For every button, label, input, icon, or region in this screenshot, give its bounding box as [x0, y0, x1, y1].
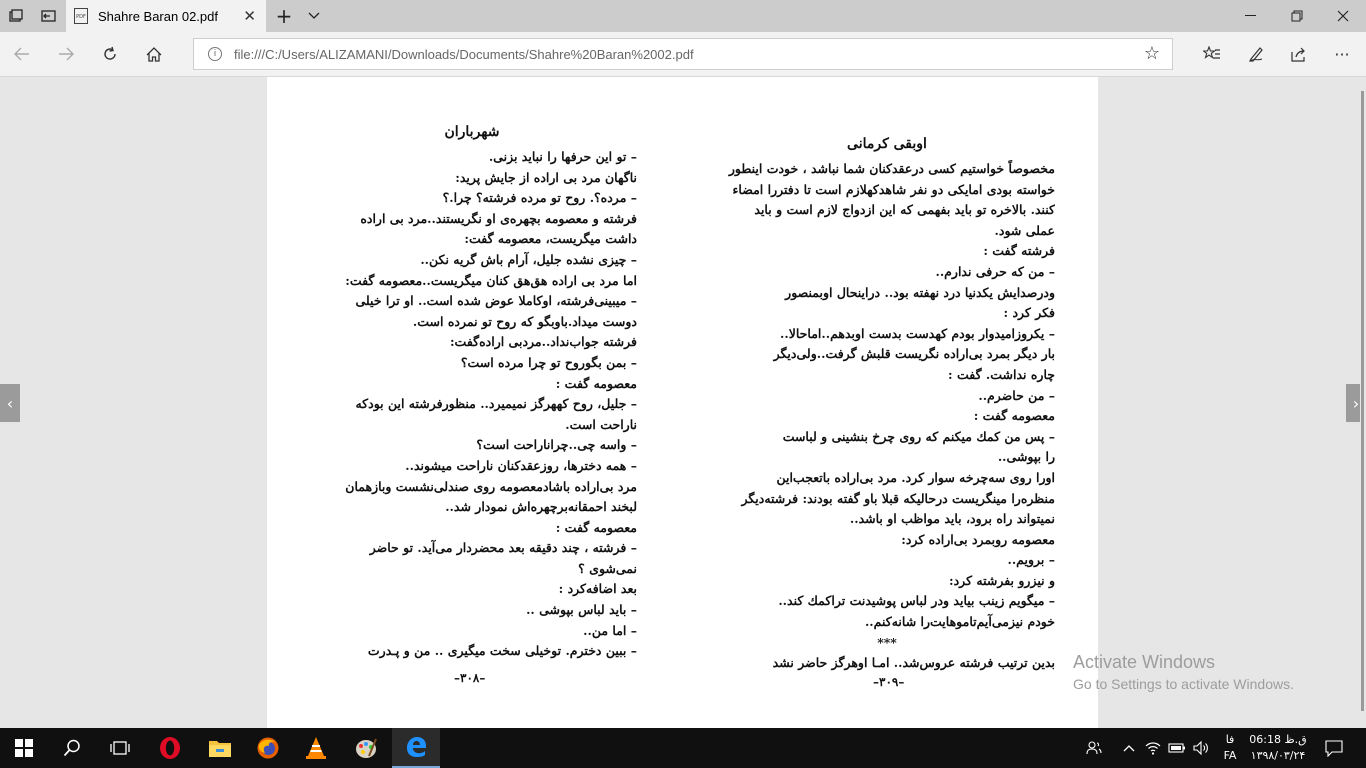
set-tabs-aside-icon[interactable] — [34, 0, 64, 32]
left-page-text-line: – همه دخترها، روزعقدکنان ناراحت میشوند.. — [405, 457, 637, 473]
left-page-text-line: لبخند احمقانه‌برچهره‌اش نمودار شد.. — [445, 499, 637, 515]
left-page-text-line: ناراحت است. — [565, 416, 637, 432]
web-note-pen-icon[interactable] — [1236, 32, 1276, 76]
right-page-text-line: نمیتواند راه برود، باید مواظب او باشد.. — [849, 511, 1055, 527]
edge-icon[interactable] — [392, 728, 440, 768]
show-hidden-icons-chevron-icon[interactable] — [1118, 728, 1140, 768]
left-page-text-line: بعد اضافه‌کرد : — [558, 581, 637, 597]
chevron-down-icon[interactable] — [300, 0, 328, 32]
left-page-heading: شهرباران — [444, 124, 500, 140]
left-page-text-line: نمی‌شوی ؟ — [578, 560, 637, 576]
left-page-text-line: – بمن بگوروح تو چرا مرده است؟ — [460, 354, 637, 370]
right-page-text-line: *** — [877, 634, 897, 650]
forward-arrow-icon[interactable] — [46, 32, 86, 76]
right-page-text-line: – میگویم زینب بیاید ودر لباس پوشیدنت تراکمك کند.. — [778, 593, 1055, 609]
new-tab-icon[interactable]: + — [275, 4, 293, 28]
left-page-text-line: اما مرد بی اراده هق‌هق کنان میگریست..معصومه گفت: — [345, 272, 637, 288]
home-icon[interactable] — [134, 32, 174, 76]
right-page-text-line: فکر کرد : — [1003, 305, 1055, 321]
vertical-scrollbar[interactable] — [1360, 77, 1366, 728]
share-icon[interactable] — [1279, 32, 1319, 76]
left-page-text-line: – فرشته ، چند دقیقه بعد محضردار می‌آید. تو حاضر — [369, 540, 637, 556]
left-page-text-line: – جلیل، روح کههرگز نمیمیرد.. منظورفرشته این بودکه — [355, 396, 637, 412]
refresh-icon[interactable] — [90, 32, 130, 76]
right-page-text-line: – یکروزامیدوار بودم کهدست بدست اوبدهم..اماحالا.. — [780, 325, 1055, 341]
tab-actions-icon[interactable] — [0, 0, 32, 32]
left-page-text-line: – مرده؟. روح تو مرده فرشته؟ چرا.؟ — [442, 190, 637, 206]
scroll-thumb[interactable] — [1361, 91, 1364, 711]
activate-windows-title: Activate Windows — [1073, 652, 1216, 672]
action-center-icon[interactable] — [1316, 728, 1352, 768]
pdf-viewer[interactable] — [0, 77, 1366, 728]
activate-windows-subtitle: Go to Settings to activate Windows. — [1073, 676, 1294, 692]
right-page-number: –۳۰۹– — [873, 675, 905, 689]
restore-icon[interactable] — [1274, 0, 1320, 32]
right-page-text-line: مخصوصاً خواستیم کسی درعقدکنان شما نباشد ، خودت اینطور — [728, 161, 1055, 176]
favorites-hub-icon[interactable] — [1192, 32, 1232, 76]
more-icon[interactable]: ··· — [1334, 44, 1350, 64]
left-page-text — [307, 117, 637, 662]
firefox-icon[interactable] — [244, 728, 292, 768]
left-page-text-line: – میبینی‌فرشته، اوکاملا عوض شده است.. او ترا خیلی — [355, 293, 637, 309]
vlc-icon[interactable] — [292, 728, 340, 768]
task-view-icon[interactable] — [96, 728, 144, 768]
close-tab-icon[interactable]: ✕ — [243, 7, 256, 25]
left-page-text-line: داشت میگریست، معصومه گفت: — [464, 231, 637, 247]
right-page-text-line: – برویم.. — [1007, 552, 1055, 568]
tab-title: Shahre Baran 02.pdf — [98, 8, 218, 24]
right-page-text-line: بار دیگر بمرد بی‌اراده نگریست قلبش گرفت..ولی‌دیگر — [773, 346, 1055, 362]
right-page-text-line: بدین ترتیب فرشته عروس‌شد.. امـا اوهرگز حاضر نشد — [772, 655, 1055, 671]
right-page-text-line: اورا روی سه‌چرخه سوار کرد. مرد بی‌اراده باتعجب‌این — [776, 469, 1055, 485]
people-icon[interactable] — [1082, 728, 1106, 768]
left-page-text-line: دوست میداد.باوبگو که روح تو نمرده است. — [412, 313, 637, 329]
right-page-text-line: منظره‌را مینگریست درحالیکه قبلا باو گفته بودند: فرشته‌دیگر — [741, 490, 1055, 506]
right-page-text-line: خواسته بودی امایکی دو نفر شاهدکهلازم است تا دفتررا امضاء — [732, 181, 1055, 197]
left-page-text-line: مرد بی‌اراده باشادمعصومه روی صندلی‌نشست وبازهمان — [345, 478, 637, 494]
left-page-text-line: – اما من.. — [583, 622, 637, 638]
previous-page-arrow-icon[interactable]: ‹ — [0, 384, 20, 422]
left-page-text-line: فرشته و معصومه بچهره‌ی او نگریستند..مرد بی اراده — [360, 210, 637, 226]
left-page-text-line: – ببین دخترم. توخیلی سخت میگیری .. من و پـدرت — [367, 643, 637, 659]
favorite-star-icon[interactable]: ☆ — [1143, 43, 1160, 64]
back-arrow-icon[interactable] — [2, 32, 42, 76]
opera-icon[interactable] — [146, 728, 194, 768]
tab-strip — [0, 0, 1366, 32]
address-bar[interactable] — [193, 38, 1173, 70]
right-page-lines — [719, 159, 1055, 674]
right-page-text-line: و نیزرو بفرشته کرد: — [949, 572, 1055, 588]
right-page-text-line: – من که حرفی ندارم.. — [935, 263, 1055, 279]
info-icon[interactable]: i — [208, 47, 222, 61]
left-page-text-line: فرشته جواب‌نداد..مردبی اراده‌گفت: — [449, 334, 637, 350]
right-page-text-line: چاره نداشت. گفت : — [948, 366, 1055, 382]
close-window-icon[interactable] — [1320, 0, 1366, 32]
left-page-text-line: – تو این حرفها را نباید بزنی. — [488, 149, 637, 164]
right-page-text-line: ودرصدایش یکدنیا درد نهفته بود.. دراینحال اوبمنصور — [785, 284, 1055, 300]
pdf-file-icon: PDF — [74, 8, 88, 24]
battery-icon[interactable] — [1166, 728, 1188, 768]
clock[interactable] — [1244, 728, 1312, 768]
right-page-text — [719, 129, 1055, 674]
clock-time: 06:18 ق.ظ — [1249, 733, 1307, 746]
right-page-text-line: – من حاضرم.. — [978, 387, 1055, 403]
right-page-text-line: معصومه گفت : — [973, 408, 1055, 424]
file-explorer-icon[interactable] — [196, 728, 244, 768]
language-code-text: FA — [1223, 749, 1237, 762]
windows-start-icon[interactable] — [0, 728, 48, 768]
input-language-indicator[interactable] — [1216, 728, 1244, 768]
left-page-text-line: معصومه گفت : — [555, 519, 637, 535]
right-page-text-line: – پس من کمك میکنم که روی چرخ بنشینی و لباست — [782, 428, 1055, 444]
right-page-text-line: معصومه روبمرد بی‌اراده کرد: — [901, 531, 1055, 547]
clock-date: ۱۳۹۸/۰۳/۲۴ — [1250, 749, 1306, 762]
volume-icon[interactable] — [1190, 728, 1212, 768]
right-page-heading: اوبقی کرمانی — [847, 136, 927, 152]
minimize-icon[interactable] — [1228, 0, 1274, 32]
left-page-text-line: – واسه چی..چراناراحت است؟ — [476, 437, 637, 453]
search-icon[interactable] — [48, 728, 96, 768]
pdf-page — [267, 77, 1098, 728]
next-page-arrow-icon[interactable]: › — [1346, 384, 1366, 422]
left-page-text-line: – باید لباس بپوشی .. — [526, 602, 637, 618]
right-page-text-line: را بپوشی.. — [997, 449, 1055, 465]
left-page-text-line: معصومه گفت : — [555, 375, 637, 391]
ime-mode-text: فا — [1225, 733, 1235, 746]
navigation-bar — [0, 32, 1366, 77]
right-page-text-line: خودم نیزمی‌آیم‌تاموهایت‌را شانه‌کنم.. — [864, 614, 1055, 630]
right-page-text-line: عملی شود. — [994, 222, 1055, 238]
left-page-lines — [307, 147, 637, 662]
left-page-text-line: ناگهان مرد بی اراده از جایش پرید: — [455, 169, 637, 185]
network-wifi-icon[interactable] — [1142, 728, 1164, 768]
left-page-text-line: – چیزی نشده جلیل، آرام باش گریه نکن.. — [420, 251, 637, 267]
tab-shahre-baran[interactable] — [66, 0, 266, 32]
paint-palette-icon[interactable] — [342, 728, 390, 768]
right-page-text-line: فرشته گفت : — [983, 243, 1055, 259]
url-text[interactable]: file:///C:/Users/ALIZAMANI/Downloads/Documents/Shahre%20Baran%2002.pdf — [234, 46, 694, 62]
left-page-number: –۳۰۸– — [454, 671, 486, 685]
right-page-text-line: کنند. بالاخره تو باید بفهمی که این ازدواج لازم است و باید — [754, 202, 1055, 218]
taskbar — [0, 728, 1366, 768]
